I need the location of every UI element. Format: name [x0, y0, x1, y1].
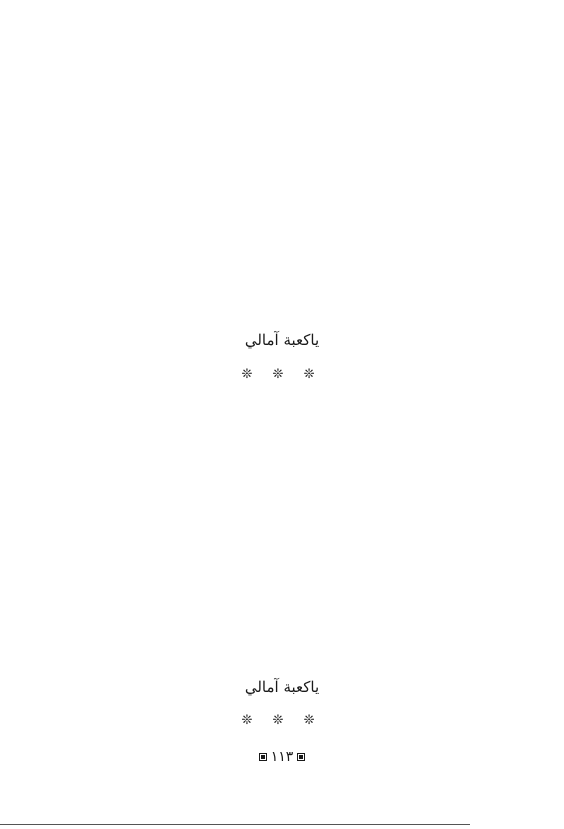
- square-ornament-icon: [259, 753, 267, 761]
- page-number: ١١٣: [270, 749, 294, 765]
- refrain: ياكعبة آمالي: [244, 678, 320, 696]
- refrain: ياكعبة آمالي: [244, 331, 320, 349]
- section-separator: ❊ ❊ ❊: [241, 713, 323, 728]
- page-number-block: [0, 746, 564, 768]
- square-ornament-icon: [297, 753, 305, 761]
- section-separator: ❊ ❊ ❊: [241, 367, 323, 382]
- page-bottom-rule: [0, 824, 470, 825]
